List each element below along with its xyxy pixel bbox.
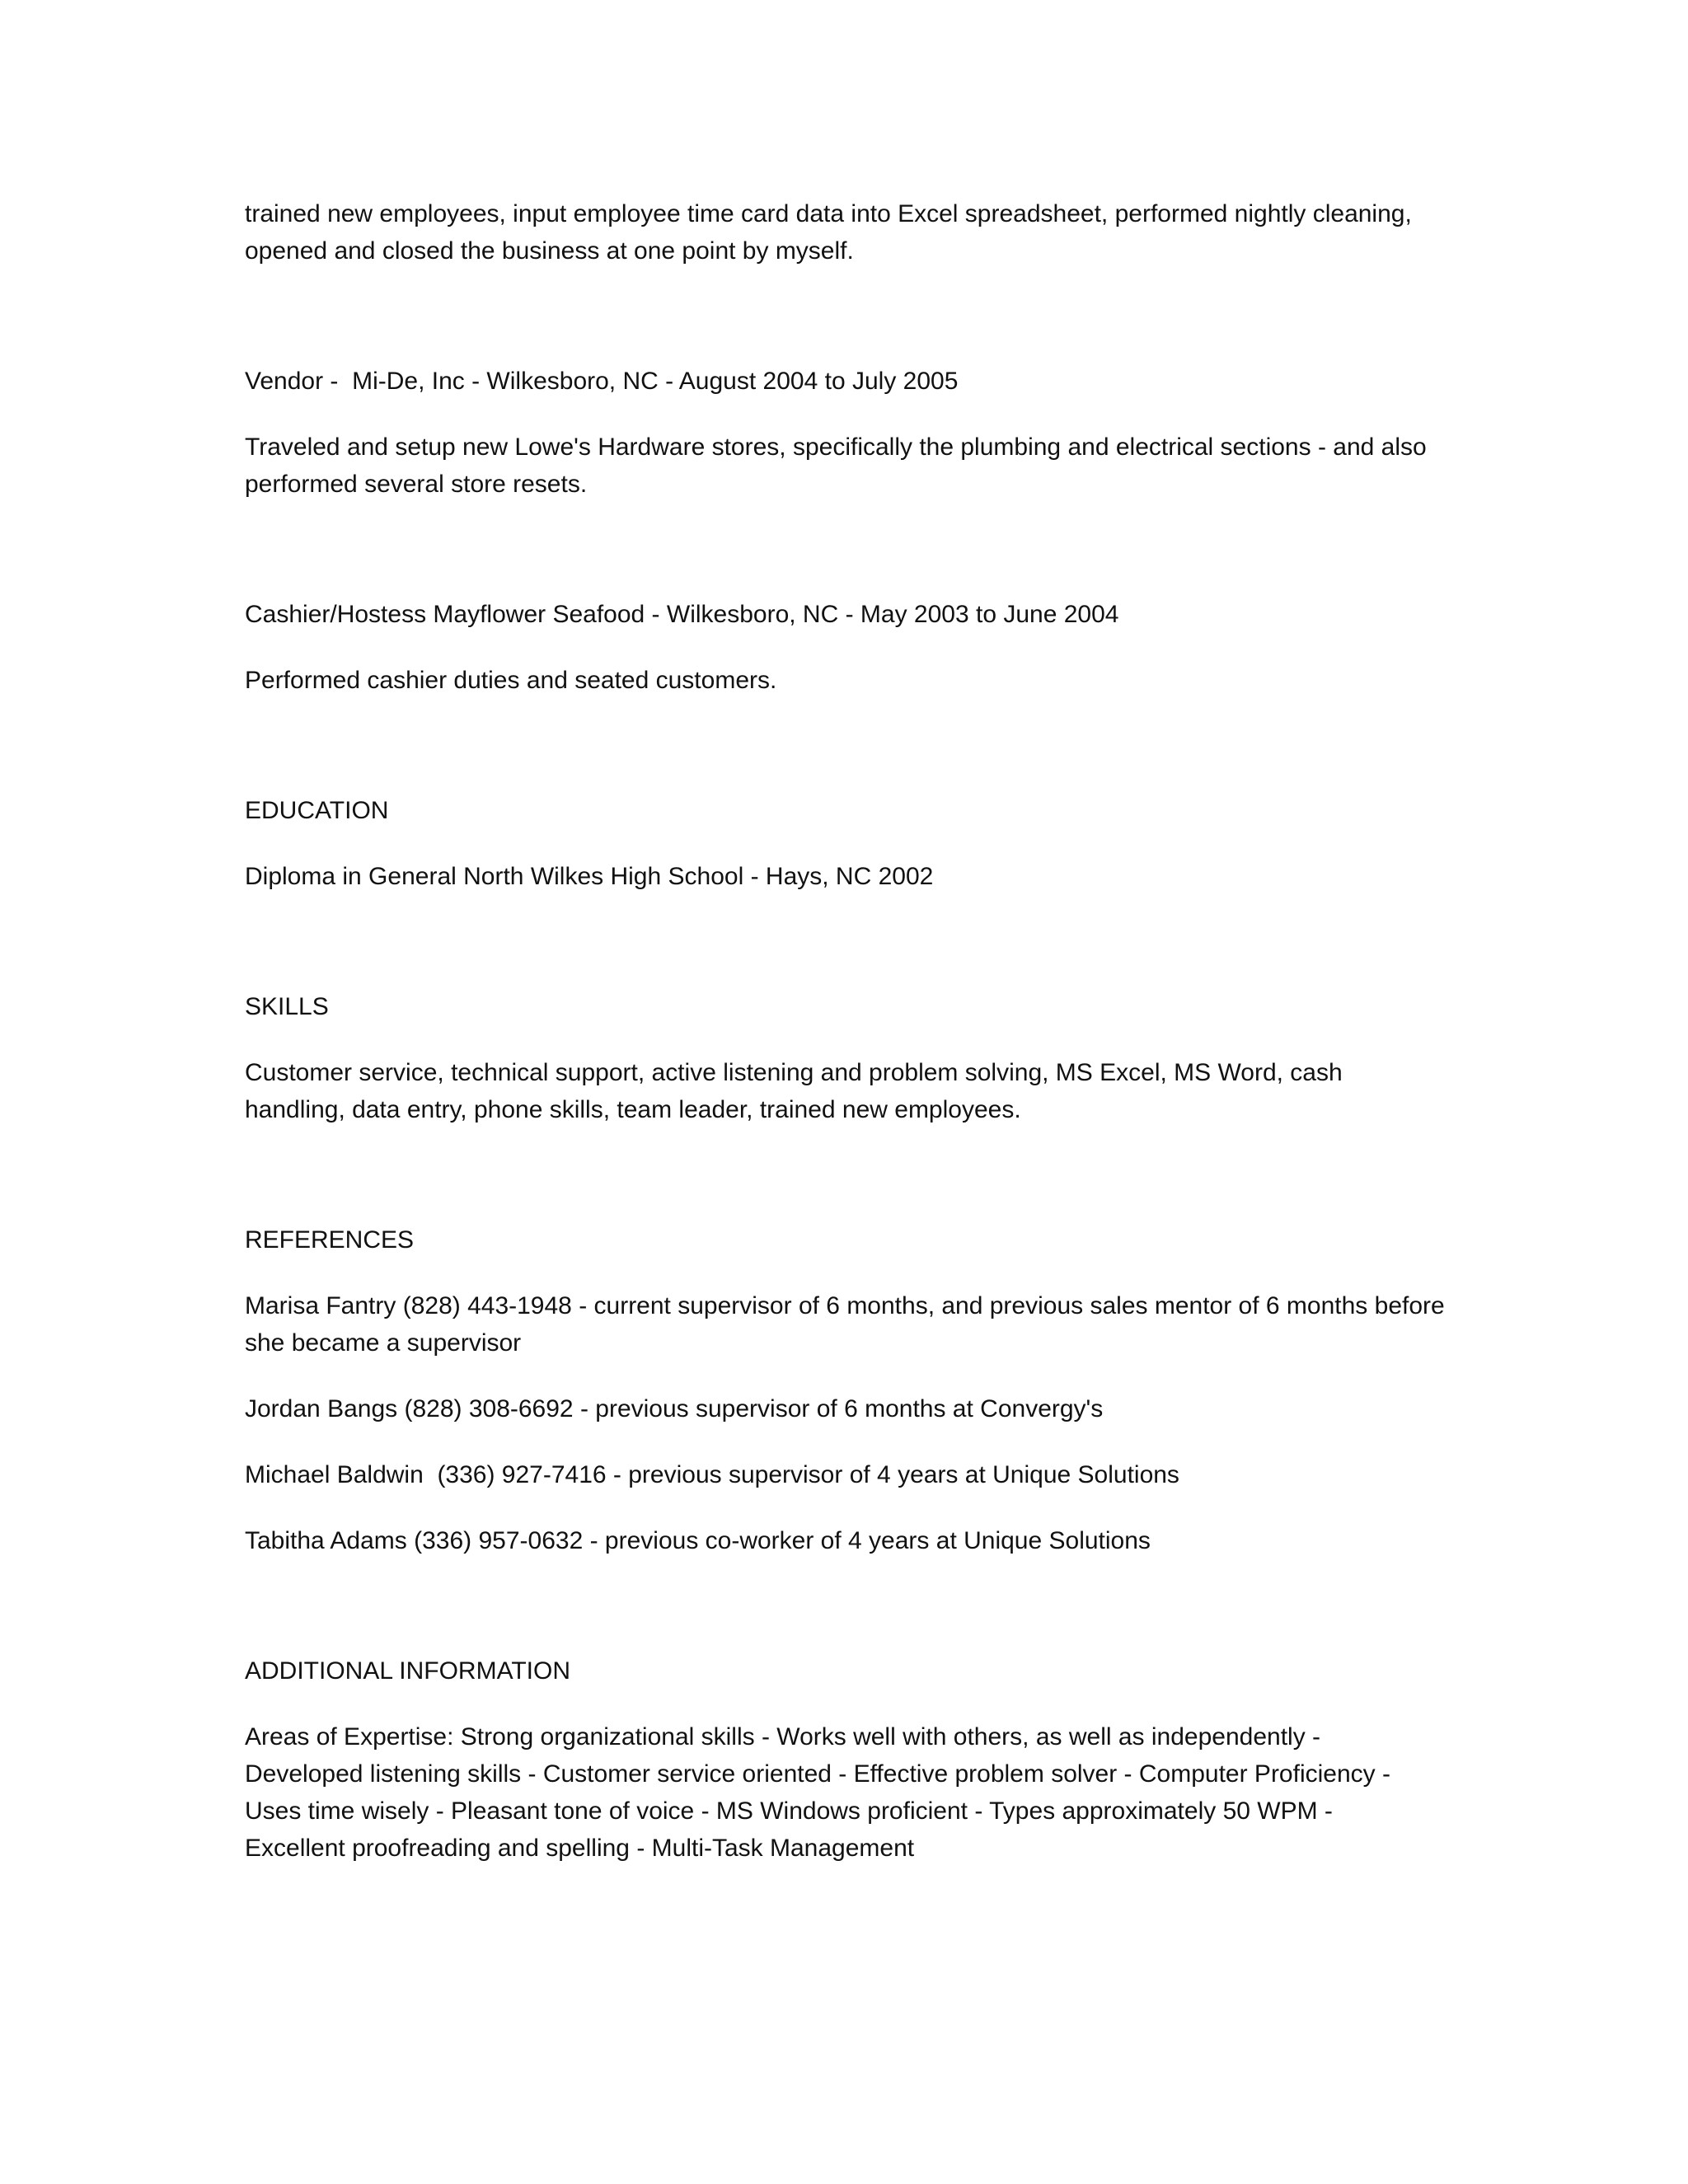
intro-paragraph: trained new employees, input employee time card data into Excel spreadsheet, performed nightly cleaning, opened and closed the business at one point by myself. [245,200,1419,265]
spacer [245,1427,1448,1456]
experience-title-vendor: Vendor - Mi-De, Inc - Wilkesboro, NC - August 2004 to July 2005 [245,368,959,395]
additional-information-heading: ADDITIONAL INFORMATION [245,1657,571,1685]
education-heading: EDUCATION [245,797,389,824]
spacer [245,1559,1448,1652]
spacer [245,1025,1448,1054]
spacer [245,1690,1448,1718]
additional-information-text [245,1718,1448,1867]
additional-information-line: Areas of Expertise: Strong organizational skills - Works well with others, as well as independently - [245,1723,1321,1750]
resume-content [245,195,1452,1867]
spacer [245,503,1448,596]
additional-information-line: Developed listening skills - Customer service oriented - Effective problem solver - Computer Proficiency - [245,1760,1390,1788]
references-heading: REFERENCES [245,1226,415,1254]
experience-description-cashier: Performed cashier duties and seated customers. [245,667,777,694]
skills-text: Customer service, technical support, active listening and problem solving, MS Excel, MS Word, cash handling, data entry, phone skills, team leader, trained new employees. [245,1059,1350,1123]
additional-information-line: Uses time wisely - Pleasant tone of voice - MS Windows proficient - Types approximately 50 WPM - [245,1797,1333,1825]
reference-item: Marisa Fantry (828) 443-1948 - current supervisor of 6 months, and previous sales mentor of 6 months before she became a supervisor [245,1292,1452,1357]
reference-item: Jordan Bangs (828) 308-6692 - previous supervisor of 6 months at Convergy's [245,1395,1104,1422]
spacer [245,1128,1448,1221]
skills-heading: SKILLS [245,993,329,1020]
spacer [245,400,1448,429]
experience-title-cashier: Cashier/Hostess Mayflower Seafood - Wilkesboro, NC - May 2003 to June 2004 [245,601,1119,628]
spacer [245,633,1448,662]
spacer [245,269,1448,363]
education-entry: Diploma in General North Wilkes High School - Hays, NC 2002 [245,863,934,890]
spacer [245,1493,1448,1522]
spacer [245,829,1448,858]
additional-information-line: Excellent proofreading and spelling - Multi-Task Management [245,1835,915,1862]
spacer [245,895,1448,988]
experience-description-vendor: Traveled and setup new Lowe's Hardware stores, specifically the plumbing and electrical sections - and also performed several store resets. [245,434,1434,498]
spacer [245,1361,1448,1390]
reference-item: Tabitha Adams (336) 957-0632 - previous co-worker of 4 years at Unique Solutions [245,1527,1151,1554]
reference-item: Michael Baldwin (336) 927-7416 - previous supervisor of 4 years at Unique Solutions [245,1461,1179,1488]
spacer [245,1258,1448,1287]
spacer [245,699,1448,792]
